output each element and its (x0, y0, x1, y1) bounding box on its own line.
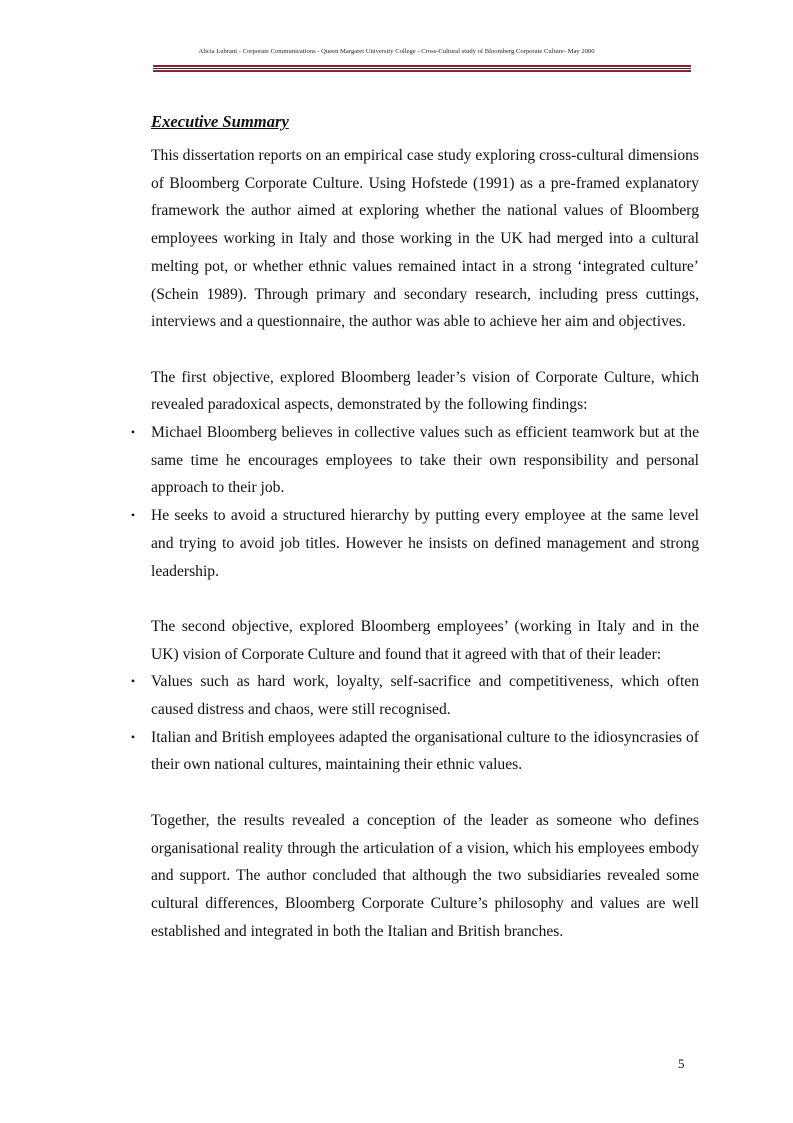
intro-paragraph: This dissertation reports on an empirical case study exploring cross-cultural dimensions of Bloomberg Corporate Culture. Using Hofstede (1991) as a pre-framed explanatory framework the author aimed at exploring whether the national values of Bloomberg employees working in Italy and those working in the UK had merged into a cultural melting pot, or whether ethnic values remained intact in a strong ‘integrated culture’ (Schein 1989). Through primary and secondary research, including press cuttings, interviews and a questionnaire, the author was able to achieve her aim and objectives. (151, 147, 699, 331)
running-header: Alicia Lubrani - Corporate Communications - Queen Margaret University College - Cross-Cultural study of Bloomberg Corporate Culture- May 2000 (198, 48, 595, 55)
first-objective-paragraph: The first objective, explored Bloomberg leader’s vision of Corporate Culture, which revealed paradoxical aspects, demonstrated by the following findings: (151, 368, 699, 414)
header-rule-top (153, 65, 691, 67)
header-rule-middle (153, 68, 691, 69)
paragraph-spacer (151, 336, 699, 364)
list-item (130, 502, 699, 585)
list-item-text: Italian and British employees adapted the organisational culture to the idiosyncrasies of their own national cultures, maintaining their ethnic values. (151, 728, 699, 774)
list-item (130, 724, 699, 779)
list-item (130, 419, 699, 502)
bullet-icon: • (130, 729, 136, 744)
list-item-text: He seeks to avoid a structured hierarchy by putting every employee at the same level and trying to avoid job titles. However he insists on defined management and strong leadership. (151, 507, 699, 580)
paragraph-spacer (151, 779, 699, 807)
list-item-text: Michael Bloomberg believes in collective values such as efficient teamwork but at the same time he encourages employees to take their own responsibility and personal approach to their job. (151, 424, 699, 497)
bullet-icon: • (130, 674, 136, 689)
list-item (130, 668, 699, 723)
conclusion-paragraph: Together, the results revealed a conception of the leader as someone who defines organisational reality through the articulation of a vision, which his employees embody and support. The author concluded that although the two subsidiaries revealed some cultural differences, Bloomberg Corporate Culture’s philosophy and values are well established and integrated in both the Italian and British branches. (151, 811, 699, 940)
section-title: Executive Summary (151, 112, 289, 131)
page-number: 5 (678, 1056, 685, 1071)
second-objective-findings-list (130, 668, 699, 779)
second-objective-paragraph: The second objective, explored Bloomberg employees’ (working in Italy and in the UK) vision of Corporate Culture and found that it agreed with that of their leader: (151, 617, 699, 663)
first-objective-findings-list (130, 419, 699, 585)
list-item-text: Values such as hard work, loyalty, self-sacrifice and competitiveness, which often caused distress and chaos, were still recognised. (151, 673, 699, 719)
bullet-icon: • (130, 425, 136, 440)
paragraph-spacer (151, 585, 699, 613)
bullet-icon: • (130, 508, 136, 523)
header-rule-bottom (153, 70, 691, 72)
page-content (130, 108, 699, 945)
